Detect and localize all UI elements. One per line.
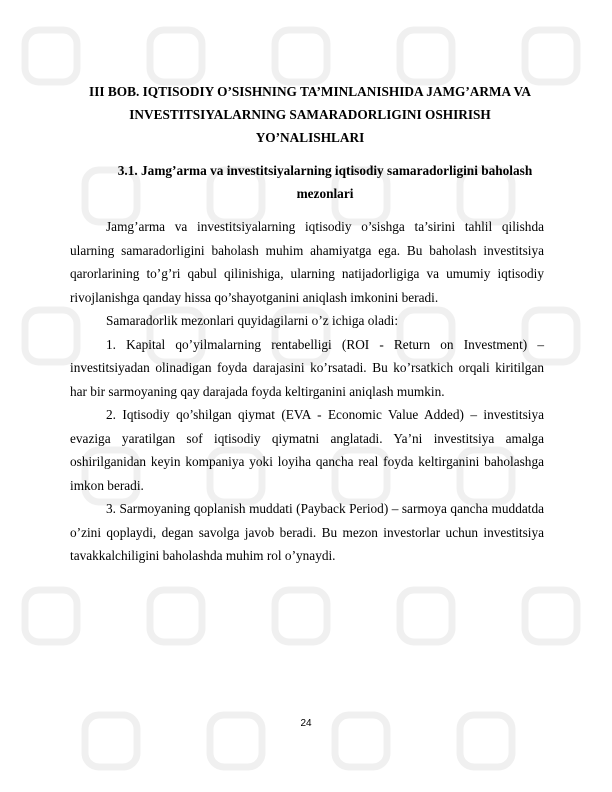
document-page [70, 80, 544, 568]
chapter-title: III BOB. IQTISODIY O’SISHNING TA’MINLANISHIDA JAMG’ARMA VA INVESTITSIYALARNING SAMARADORLIGINI OSHIRISH YO’NALISHLARI [89, 84, 531, 145]
paragraph-intro: Jamg’arma va investitsiyalarning iqtisodiy o’sishga ta’sirini tahlil qilishda ularning samaradorligini baholash muhim ahamiyatga ega. Bu baholash investitsiya qarorlarining to’g’ri qabul qilinishiga, ularning natijadorligiga va umumiy iqtisodiy rivojlanishga qanday hissa qo’shayotganini aniqlash imkonini beradi. [70, 219, 544, 305]
page-number: 24 [300, 718, 312, 729]
list-item-roi: 1. Kapital qo’yilmalarning rentabelligi (ROI - Return on Investment) – investitsiyadan olinadigan foyda darajasini ko’rsatadi. Bu ko’rsatkich orqali kiritilgan har bir sarmoyaning qay darajada foyda keltirganini aniqlash mumkin. [70, 336, 544, 399]
section-title: 3.1. Jamg’arma va investitsiyalarning iqtisodiy samaradorligini baholash mezonlari [117, 163, 533, 201]
list-item-eva: 2. Iqtisodiy qo’shilgan qiymat (EVA - Economic Value Added) – investitsiya evaziga yaratilgan sof iqtisodiy qiymatni anglatadi. Ya’ni investitsiya amalga oshirilganidan keyin kompaniya yoki loyiha qancha real foyda keltirganini baholashga imkon beradi. [70, 407, 544, 493]
paragraph-criteria-lead: Samaradorlik mezonlari quyidagilarni o’z ichiga oladi: [106, 313, 399, 328]
list-item-payback: 3. Sarmoyaning qoplanish muddati (Payback Period) – sarmoya qancha muddatda o’zini qoplaydi, degan savolga javob beradi. Bu mezon investorlar uchun investitsiya tavakkalchiligini baholashda muhim rol o’ynaydi. [70, 501, 544, 563]
body-text [70, 215, 544, 568]
